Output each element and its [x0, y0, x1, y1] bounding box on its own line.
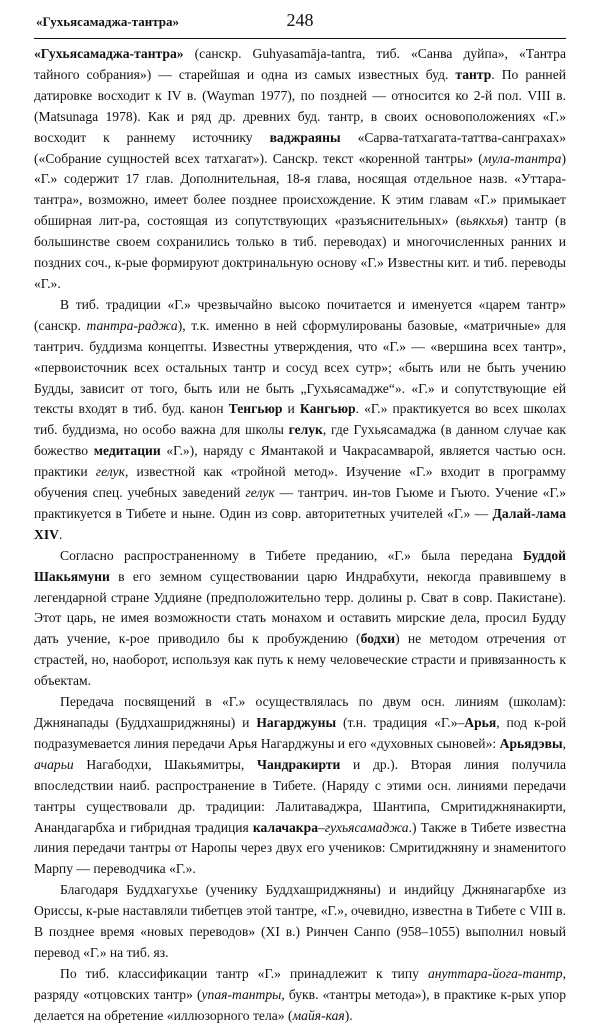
italic-term: ачарьи [34, 756, 74, 772]
bold-term: медитации [93, 443, 161, 459]
bold-term: Нагарджуны [256, 715, 337, 730]
page-number: 248 [286, 10, 314, 30]
bold-term: тантр [455, 66, 492, 82]
paragraph-classification: По тиб. классификации тантр «Г.» принадлежит к типу ануттара-йога-тантр, разряду «отцовских тантр» (упая-тантры, букв. «тантры метода»), в практике к-рых упор делается на обретение «иллюзорного тела» (майя-кая). [34, 965, 567, 1023]
italic-term: ануттара-йога-тантр [427, 965, 563, 981]
italic-term: гелук [245, 485, 275, 501]
bold-term: Кангьюр [299, 401, 356, 417]
bold-term: «Гухьясамаджа-тантра» [34, 46, 184, 61]
bold-term: Чандракирти [256, 756, 341, 772]
paragraph-intro: «Гухьясамаджа-тантра» (санскр. Guhyasamāja-tantra, тиб. «Санва дуйпа», «Тантра тайного собрания») — старейшая и одна из самых известных буд. тантр. По ранней датировке восходит к IV в. (Wayman 1977), по поздней — относится ко 2-й пол. VIII в. (Matsunaga 1978). Как и ряд др. древних буд. тантр, в своих основоположениях «Г.» восходит к раннему источнику ваджраяны «Сарва-татхагата-таттва-санграхах» («Собрание сущностей всех татхагат»). Санскр. текст «коренной тантры» (мула-тантра) «Г.» содержит 17 глав. Дополнительная, 18-я глава, носящая отдельное назв. «Уттара-тантра», возможно, имеет более позднее происхождение. К этим главам «Г.» примыкает обширная лит-ра, состоящая из сопутствующих «разъяснительных» (вьякхья) тантр (в большинстве своем сохранились только в тиб. переводах) и многочисленных ранних и поздних соч., к-рые формируют доктринальную основу «Г.» Известны кит. и тиб. переводы «Г.». [34, 46, 567, 291]
italic-term: гухьясамаджа [324, 819, 409, 835]
bold-term: Буддой Шакьямуни [34, 547, 566, 584]
italic-term: вьякхья [460, 213, 504, 229]
italic-term: гелук [95, 464, 125, 480]
bold-term: Арьядэвы [499, 735, 563, 751]
bold-term: гелук [288, 422, 323, 438]
header-divider [34, 38, 566, 39]
bold-term: ваджраяны [269, 129, 341, 145]
bold-term: калачакра [252, 819, 318, 835]
italic-term: майя-кая [292, 1007, 345, 1023]
bold-term: Арья [464, 715, 497, 730]
bold-term: Далай-лама XIV [34, 505, 566, 542]
bold-term: Тенгьюр [228, 401, 283, 417]
paragraph-legend: Согласно распространенному в Тибете преданию, «Г.» была передана Буддой Шакьямуни в его земном существовании царю Индрабхути, некогда правившему в легендарной стране Уддияне (предположительно терр. долины р. Сват в совр. Пакистане). Этот царь, не имея возможности стать монахом и оставить мирские дела, просил Будду дать учение, к-рое приводило бы к пробуждению (бодхи) не методом отречения от страстей, но, наоборот, используя как путь к нему человеческие страсти и привязанность к объектам. [34, 547, 567, 689]
bold-term: бодхи [360, 631, 396, 647]
italic-term: тантра-раджа [86, 317, 178, 333]
paragraph-tibetan-tradition: В тиб. традиции «Г.» чрезвычайно высоко почитается и именуется «царем тантр» (санскр. тантра-раджа), т.к. именно в ней сформулированы базовые, «матричные» для тантрич. буддизма концепты. Известны утверждения, что «Г.» — «вершина всех тантр», «первоисточник всех остальных тантр и сосуд всех сутр»; «быть или не быть учению Будды, зависит от того, быть или не быть „Гухьясамадже“». «Г.» и сопутствующие ей тексты входят в тиб. буд. канон Тенгьюр и Кангьюр. «Г.» практикуется во всех школах тиб. буддизма, но особо важна для школы гелук, где Гухьясамаджа (в данном случае как божество медитации «Г.»), наряду с Ямантакой и Чакрасамварой, является частью осн. практики гелук, известной как «тройной метод». Изучение «Г.» входит в программу обучения спец. учебных заведений гелук — тантрич. ин-тов Гьюме и Гьюто. Учение «Г.» практикуется в Тибете и ныне. Один из совр. авторитетных учителей «Г.» — Далай-лама XIV. [34, 296, 566, 542]
italic-term: упая-тантры [201, 986, 282, 1002]
paragraph-lineages: Передача посвящений в «Г.» осуществлялась по двум осн. линиям (школам): Джнянапады (Буддхашриджняны) и Нагарджуны (т.н. традиция «Г.»–Арья, под к-рой подразумевается линия передачи Арья Нагарджуны и его «духовных сыновей»: Арьядэвы, ачарьи Нагабодхи, Шакьямитры, Чандракирти и др.). Вторая линия получила впоследствии наиб. распространение в Тибете. (Наряду с этими осн. линиями передачи тантры существовали др. традиции: Лалитаваджра, Шантипа, Смритиджнянакирти, Анандагарбха и гибридная традиция калачакра–гухьясамаджа.) Также в Тибете известна линия передачи тантры от Наропы через двух его учеников: Смритиджняну и знаменитого Марпу — переводчика «Г.». [34, 694, 566, 877]
paragraph-transmission: Благодаря Буддхагухье (ученику Буддхашриджняны) и индийцу Джнянагарбхе из Ориссы, к-рые наставляли тибетцев этой тантре, «Г.», очевидно, известна в Тибете с VIII в. В позднее время «новых переводов» (XI в.) Ринчен Санпо (958–1055) выполнил новый перевод «Г.» на тиб. яз. [34, 882, 566, 960]
article-body [34, 44, 567, 1023]
italic-term: мула-тантра [482, 150, 562, 166]
running-head-title: «Гухьясамаджа-тантра» [36, 14, 180, 29]
